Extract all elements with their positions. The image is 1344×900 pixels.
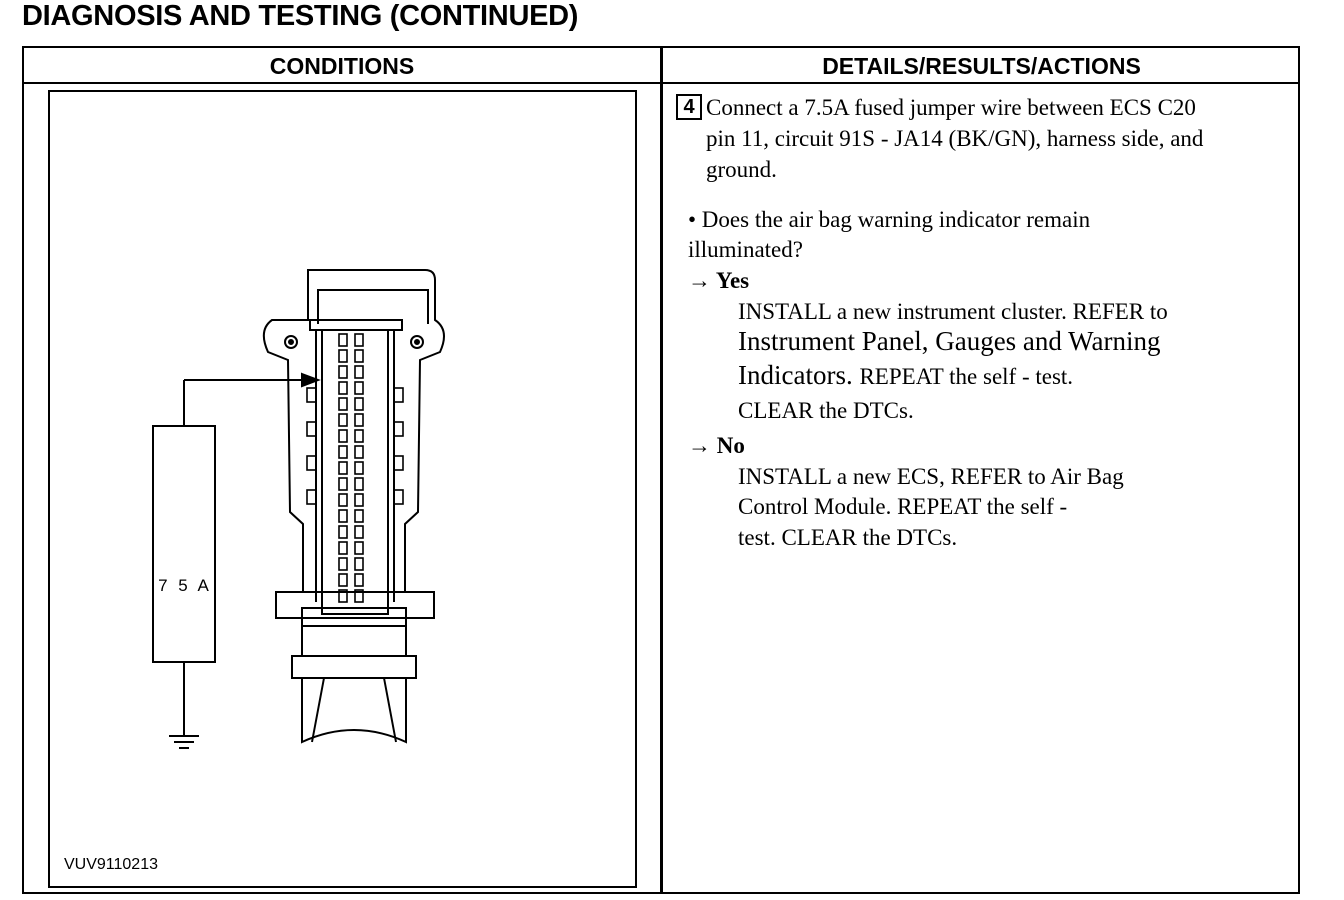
connector-housing xyxy=(264,270,444,614)
yes-action-text: REPEAT the self - test. xyxy=(859,364,1074,389)
column-divider xyxy=(660,48,663,892)
instruction-line: Connect a 7.5A fused jumper wire between ECS C20 xyxy=(706,95,1196,120)
yes-label: → Yes xyxy=(688,268,750,293)
step-number-badge: 4 xyxy=(676,94,702,120)
no-action-line: Control Module. REPEAT the self - xyxy=(738,494,1068,519)
instruction-line: ground. xyxy=(706,157,777,182)
yes-reference-line xyxy=(738,360,1073,392)
connector-illustration xyxy=(48,90,637,888)
yes-action-line: CLEAR the DTCs. xyxy=(738,398,914,423)
instruction-line: pin 11, circuit 91S - JA14 (BK/GN), harness side, and xyxy=(706,126,1204,151)
fuse-body xyxy=(153,426,215,662)
question-line: illuminated? xyxy=(688,237,803,262)
connector-diagram-svg xyxy=(50,92,635,886)
yes-reference-line[interactable]: Instrument Panel, Gauges and Warning xyxy=(738,326,1161,356)
details-header: DETAILS/RESULTS/ACTIONS xyxy=(822,53,1141,79)
page-title: DIAGNOSIS AND TESTING (CONTINUED) xyxy=(22,0,579,32)
yes-reference-link[interactable]: Indicators. xyxy=(738,360,853,390)
question-line: • Does the air bag warning indicator remain xyxy=(688,207,1091,232)
figure-id: VUV9110213 xyxy=(64,856,158,873)
fuse-rating-label: 7 5 A xyxy=(158,576,212,595)
ground-symbol-icon xyxy=(169,736,199,748)
pin-cavities xyxy=(339,334,363,602)
yes-action-line: INSTALL a new instrument cluster. REFER to xyxy=(738,299,1168,324)
no-label: → No xyxy=(688,433,745,458)
no-action-line: INSTALL a new ECS, REFER to Air Bag xyxy=(738,464,1124,489)
no-action-line: test. CLEAR the DTCs. xyxy=(738,525,958,550)
conditions-header: CONDITIONS xyxy=(269,53,415,79)
diagnosis-table xyxy=(22,46,1300,894)
